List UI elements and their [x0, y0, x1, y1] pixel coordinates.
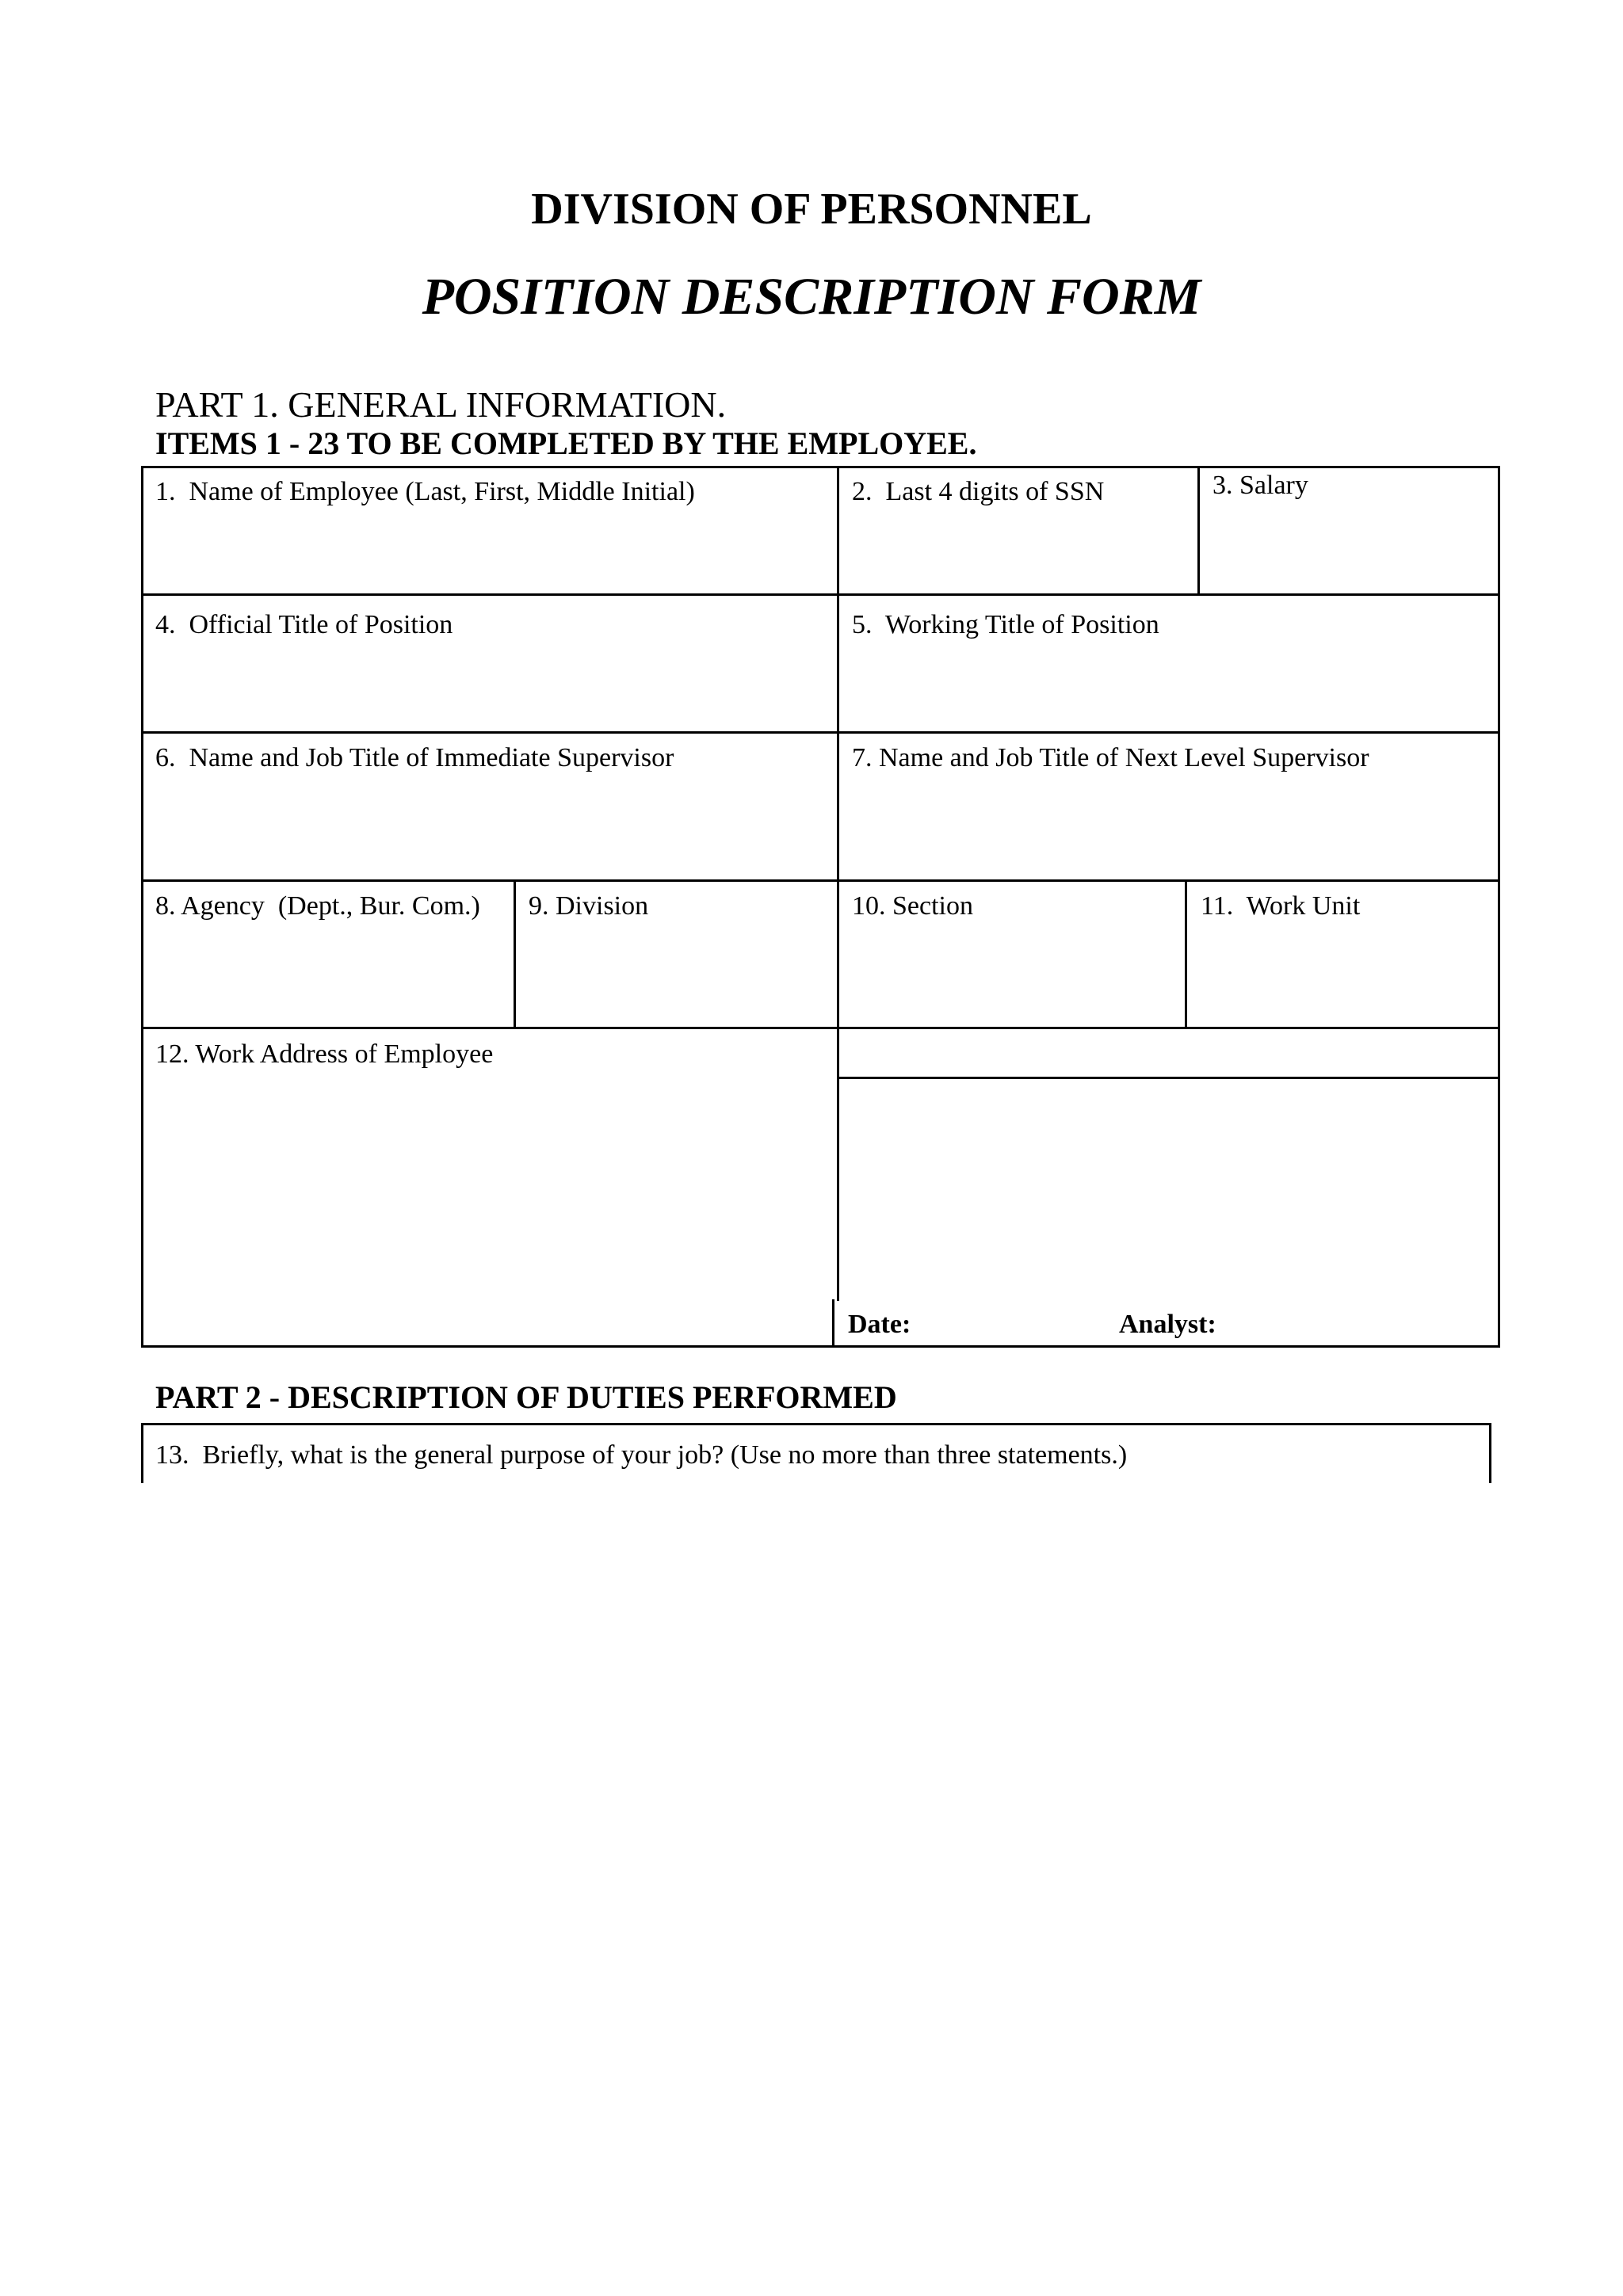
form-title: POSITION DESCRIPTION FORM: [422, 268, 1201, 326]
row-divider: [141, 879, 1500, 882]
duties-border-left: [141, 1423, 143, 1483]
column-divider: [832, 1299, 834, 1347]
column-divider: [1197, 466, 1200, 595]
column-divider: [1185, 879, 1187, 1029]
office-use-area: [839, 1079, 1498, 1298]
next-level-supervisor-label: 7. Name and Job Title of Next Level Supervisor: [852, 743, 1369, 772]
immediate-supervisor-label: 6. Name and Job Title of Immediate Supervisor: [155, 743, 674, 772]
general-purpose-question: 13. Briefly, what is the general purpose of your job? (Use no more than three statements.): [155, 1440, 1128, 1470]
analyst-label: Analyst:: [1119, 1310, 1216, 1339]
section-label: 10. Section: [852, 891, 973, 921]
immediate-supervisor-input[interactable]: [155, 800, 821, 864]
row-divider: [141, 731, 1500, 734]
work-unit-label: 11. Work Unit: [1201, 891, 1361, 921]
date-label: Date:: [848, 1310, 911, 1339]
division-label: 9. Division: [529, 891, 649, 921]
column-divider: [514, 879, 516, 1029]
working-title-label: 5. Working Title of Position: [852, 610, 1159, 639]
ssn-label: 2. Last 4 digits of SSN: [852, 477, 1105, 506]
row-divider: [141, 1027, 1500, 1029]
official-title-input[interactable]: [155, 658, 821, 713]
employee-name-label: 1. Name of Employee (Last, First, Middle Initial): [155, 477, 695, 506]
duties-border-right: [1489, 1423, 1491, 1483]
part2-heading: PART 2 - DESCRIPTION OF DUTIES PERFORMED: [155, 1379, 897, 1415]
table-border-top: [141, 466, 1500, 468]
division-input[interactable]: [529, 947, 822, 1010]
work-address-input[interactable]: [155, 1085, 821, 1323]
table-border-right: [1498, 466, 1500, 1348]
work-unit-input[interactable]: [1201, 947, 1482, 1010]
part1-instruction: ITEMS 1 - 23 TO BE COMPLETED BY THE EMPLOYEE.: [155, 425, 977, 461]
row-divider: [141, 593, 1500, 596]
official-title-label: 4. Official Title of Position: [155, 610, 453, 639]
work-address-label: 12. Work Address of Employee: [155, 1039, 494, 1069]
table-border-left: [141, 466, 143, 1348]
agency-label: 8. Agency (Dept., Bur. Com.): [155, 891, 480, 921]
working-title-input[interactable]: [852, 658, 1482, 713]
salary-label: 3. Salary: [1212, 471, 1308, 500]
ssn-input[interactable]: [852, 523, 1185, 578]
salary-input[interactable]: [1212, 523, 1482, 578]
duties-border-top: [141, 1423, 1491, 1425]
org-title: DIVISION OF PERSONNEL: [531, 185, 1092, 234]
table-border-bottom: [141, 1345, 1500, 1348]
section-input[interactable]: [852, 947, 1173, 1010]
agency-input[interactable]: [155, 947, 500, 1010]
next-level-supervisor-input[interactable]: [852, 800, 1482, 864]
employee-name-input[interactable]: [155, 523, 821, 578]
part1-heading: PART 1. GENERAL INFORMATION.: [155, 384, 727, 425]
